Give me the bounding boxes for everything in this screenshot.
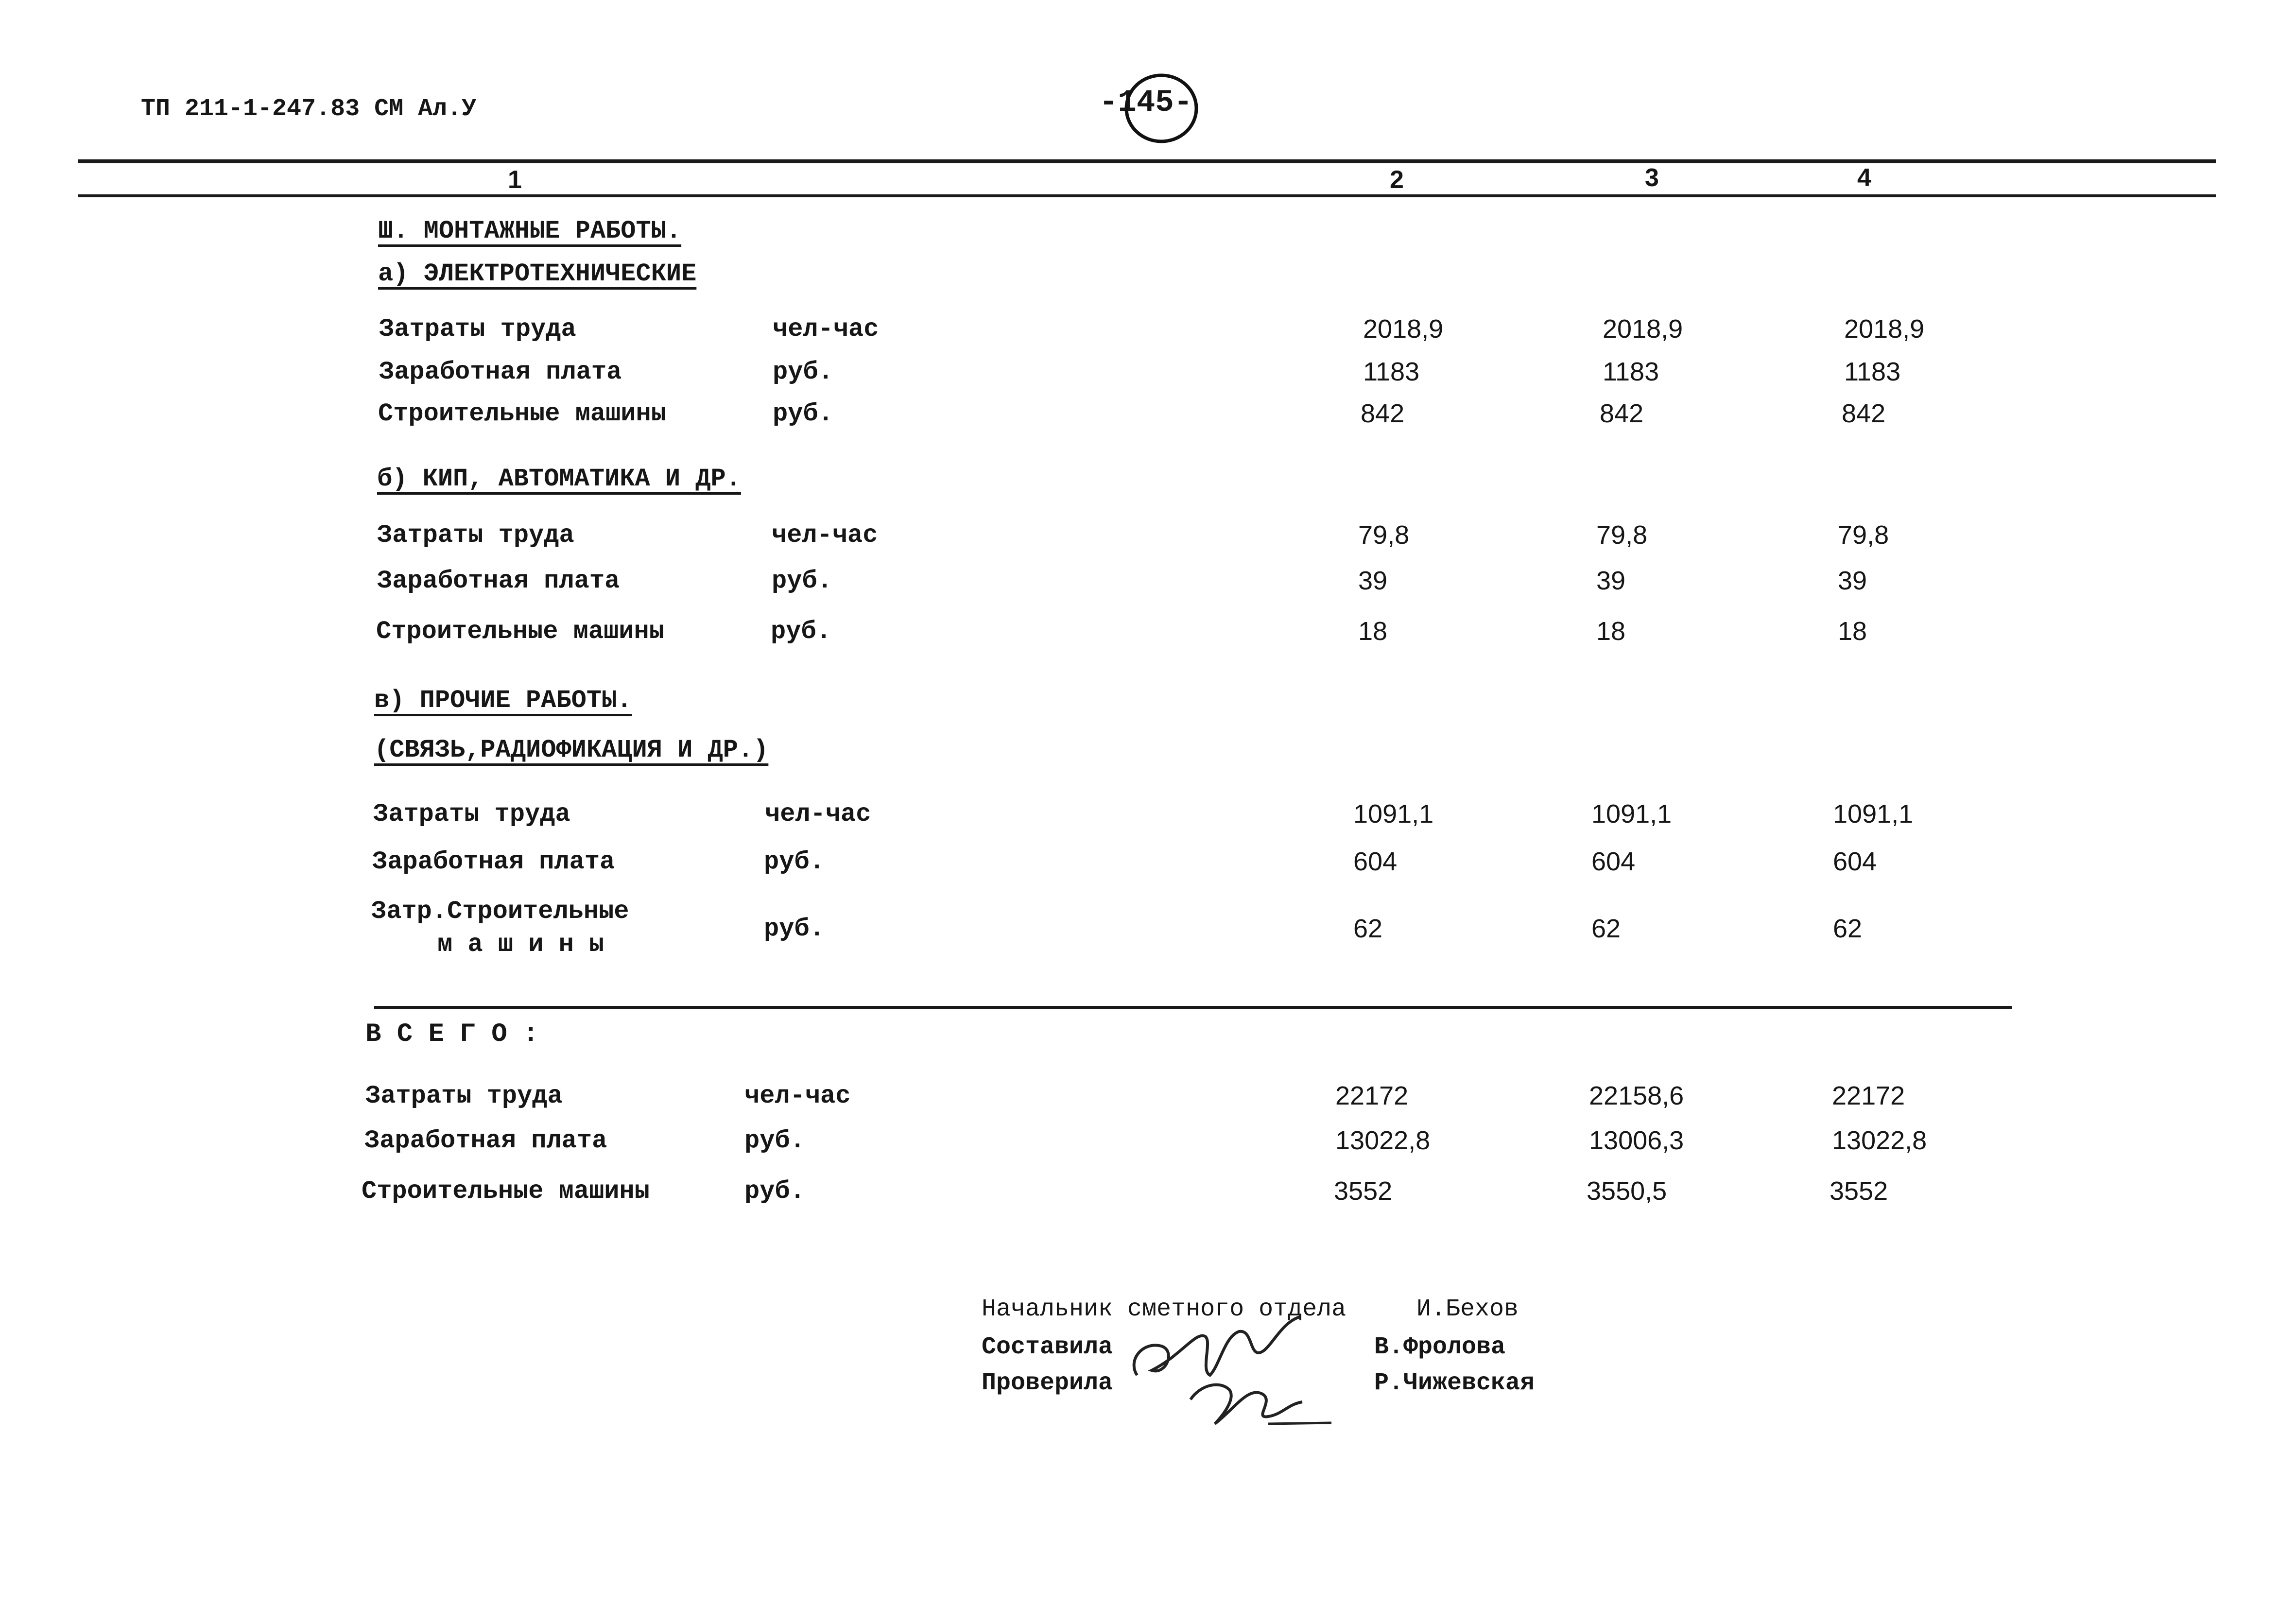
- row-label: Заработная плата: [377, 567, 620, 595]
- row-label: Затраты труда: [377, 521, 574, 550]
- cell-col2: 3552: [1334, 1176, 1393, 1206]
- signature-name: И.Бехов: [1416, 1296, 1519, 1323]
- row-label: Строительные машины: [362, 1177, 650, 1206]
- row-label: Заработная плата: [364, 1126, 607, 1155]
- cell-col3: 842: [1600, 399, 1644, 428]
- cell-col3: 13006,3: [1589, 1126, 1684, 1155]
- cell-col3: 18: [1596, 617, 1626, 646]
- cell-col4: 79,8: [1838, 520, 1889, 550]
- row-unit: чел-час: [772, 521, 878, 550]
- cell-col2: 79,8: [1358, 520, 1410, 550]
- cell-col4: 1183: [1844, 357, 1901, 386]
- row-unit: руб.: [744, 1126, 805, 1155]
- row-unit: руб.: [764, 847, 825, 876]
- totals-rule: [374, 1006, 2012, 1009]
- cell-col2: 39: [1358, 566, 1388, 595]
- row-unit: чел-час: [744, 1082, 851, 1110]
- column-header-rule: [78, 194, 2216, 197]
- row-unit: чел-час: [773, 315, 879, 344]
- cell-col4: 62: [1833, 914, 1863, 943]
- row-unit: руб.: [744, 1177, 805, 1206]
- row-unit: чел-час: [765, 800, 871, 829]
- row-label: Заработная плата: [372, 847, 615, 876]
- row-unit: руб.: [771, 617, 831, 646]
- row-label: Затраты труда: [379, 315, 576, 344]
- cell-col2: 62: [1353, 914, 1383, 943]
- signature-name: Р.Чижевская: [1374, 1369, 1535, 1397]
- document-code: ТП 211-1-247.83 СМ Ал.У: [141, 95, 477, 123]
- row-unit: руб.: [773, 399, 833, 428]
- row-label-continued: м а ш и н ы: [437, 930, 604, 959]
- totals-title: В С Е Г О :: [365, 1019, 539, 1049]
- cell-col4: 2018,9: [1844, 314, 1925, 344]
- row-unit: руб.: [773, 358, 833, 386]
- cell-col4: 13022,8: [1832, 1126, 1927, 1155]
- section-title-electrical: а) ЭЛЕКТРОТЕХНИЧЕСКИЕ: [378, 259, 697, 288]
- row-label: Затр.Строительные: [371, 897, 629, 926]
- signature-role: Составила: [982, 1333, 1113, 1361]
- cell-col2: 842: [1361, 399, 1405, 428]
- row-label: Затраты труда: [373, 800, 570, 829]
- section-title-communication: (СВЯЗЬ,РАДИОФИКАЦИЯ И ДР.): [374, 736, 769, 764]
- section-title-kip: б) КИП, АВТОМАТИКА И ДР.: [377, 465, 741, 493]
- top-rule: [78, 159, 2216, 163]
- cell-col2: 1091,1: [1353, 799, 1434, 829]
- cell-col3: 39: [1596, 566, 1626, 595]
- cell-col2: 604: [1353, 847, 1398, 876]
- column-number-4: 4: [1857, 164, 1871, 192]
- cell-col4: 3552: [1830, 1176, 1888, 1206]
- cell-col3: 1183: [1603, 357, 1659, 386]
- column-number-3: 3: [1645, 164, 1659, 192]
- cell-col4: 39: [1838, 566, 1867, 595]
- cell-col4: 1091,1: [1833, 799, 1914, 829]
- cell-col3: 22158,6: [1589, 1081, 1684, 1110]
- cell-col3: 1091,1: [1591, 799, 1672, 829]
- cell-col4: 22172: [1832, 1081, 1905, 1110]
- cell-col2: 18: [1358, 617, 1388, 646]
- signature-role: Начальник сметного отдела: [982, 1296, 1347, 1323]
- page-number-circle: [1118, 72, 1205, 145]
- cell-col3: 3550,5: [1587, 1176, 1667, 1206]
- cell-col2: 22172: [1335, 1081, 1409, 1110]
- cell-col4: 18: [1838, 617, 1867, 646]
- cell-col4: 604: [1833, 847, 1877, 876]
- row-label: Заработная плата: [379, 358, 622, 386]
- signature-name: В.Фролова: [1374, 1333, 1506, 1361]
- row-label: Строительные машины: [378, 399, 666, 428]
- column-number-1: 1: [508, 166, 522, 194]
- cell-col3: 2018,9: [1603, 314, 1683, 344]
- handwritten-signature-icon: [1108, 1302, 1341, 1434]
- cell-col2: 2018,9: [1363, 314, 1444, 344]
- column-number-2: 2: [1390, 166, 1404, 194]
- row-unit: руб.: [764, 915, 825, 943]
- cell-col3: 604: [1591, 847, 1636, 876]
- section-title-mounting: Ш. МОНТАЖНЫЕ РАБОТЫ.: [378, 217, 682, 245]
- row-label: Затраты труда: [365, 1082, 563, 1110]
- cell-col2: 1183: [1363, 357, 1420, 386]
- cell-col2: 13022,8: [1335, 1126, 1431, 1155]
- row-label: Строительные машины: [376, 617, 664, 646]
- signature-role: Проверила: [982, 1369, 1113, 1397]
- section-title-other: в) ПРОЧИЕ РАБОТЫ.: [374, 686, 632, 715]
- page-number: -145-: [1099, 86, 1193, 121]
- row-unit: руб.: [772, 567, 832, 595]
- cell-col4: 842: [1842, 399, 1886, 428]
- cell-col3: 79,8: [1596, 520, 1648, 550]
- cell-col3: 62: [1591, 914, 1621, 943]
